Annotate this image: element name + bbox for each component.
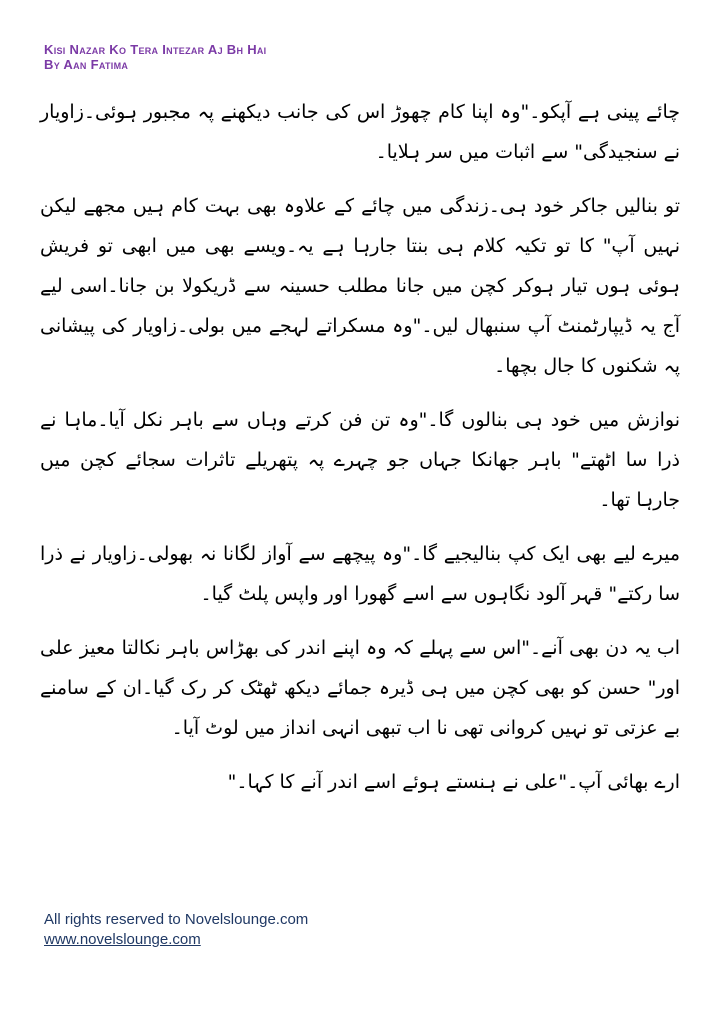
- paragraph-4: میرے لیے بھی ایک کپ بنالیجیے گا۔"وہ پیچھے سے آواز لگانا نہ بھولی۔زاویار نے ذرا سا رکتے" قہر آلود نگاہوں سے اسے گھورا اور واپس پلٹ گیا۔: [40, 543, 680, 605]
- paragraph-2: تو بنالیں جاکر خود ہی۔زندگی میں چائے کے علاوہ بھی بہت کام ہیں مجھے لیکن نہیں آپ" کا تو تکیہ کلام ہی بنتا جارہا ہے یہ۔ویسے بھی میں ابھی تو فریش ہوئی ہوں تیار ہوکر کچن میں جانا مطلب حسینہ سے ڈریکولا بن جانا۔اسی لیے آج یہ ڈیپارٹمنٹ آپ سنبھال لیں۔"وہ مسکراتے لہجے میں بولی۔زاویار کی پیشانی پہ شکنوں کا جال بچھا۔: [40, 195, 680, 377]
- document-footer: [44, 910, 308, 950]
- paragraph-1: چائے پینی ہے آپکو۔"وہ اپنا کام چھوڑ اس کی جانب دیکھنے پہ مجبور ہوئی۔زاویار نے سنجیدگی" سے اثبات میں سر ہلایا۔: [40, 101, 680, 163]
- story-text: [40, 92, 680, 816]
- paragraph-3: نوازش میں خود ہی بنالوں گا۔"وہ تن فن کرتے وہاں سے باہر نکل آیا۔ماہا نے ذرا سا اٹھتے" باہر جھانکا جہاں جو چہرے پہ پتھریلے تاثرات سجائے کچن میں جارہا تھا۔: [40, 409, 680, 511]
- paragraph-6: ارے بھائی آپ۔"علی نے ہنستے ہوئے اسے اندر آنے کا کہا۔": [227, 771, 680, 793]
- paragraph-5: اب یہ دن بھی آنے۔"اس سے پہلے کہ وہ اپنے اندر کی بھڑاس باہر نکالتا معیز علی اور" حسن کو بھی کچن میں ہی ڈیرہ جمائے دیکھ ٹھٹک کر رک گیا۔ان کے سامنے بے عزتی تو نہیں کروانی تھی نا اب تبھی انہی انداز میں لوٹ آیا۔: [40, 637, 680, 739]
- author-name: By Aan Fatima: [44, 57, 129, 72]
- novel-title: Kisi Nazar Ko Tera Intezar Aj Bh Hai: [44, 42, 267, 57]
- document-header: [44, 42, 267, 72]
- website-link[interactable]: www.novelslounge.com: [44, 931, 201, 948]
- copyright-text: All rights reserved to Novelslounge.com: [44, 911, 309, 928]
